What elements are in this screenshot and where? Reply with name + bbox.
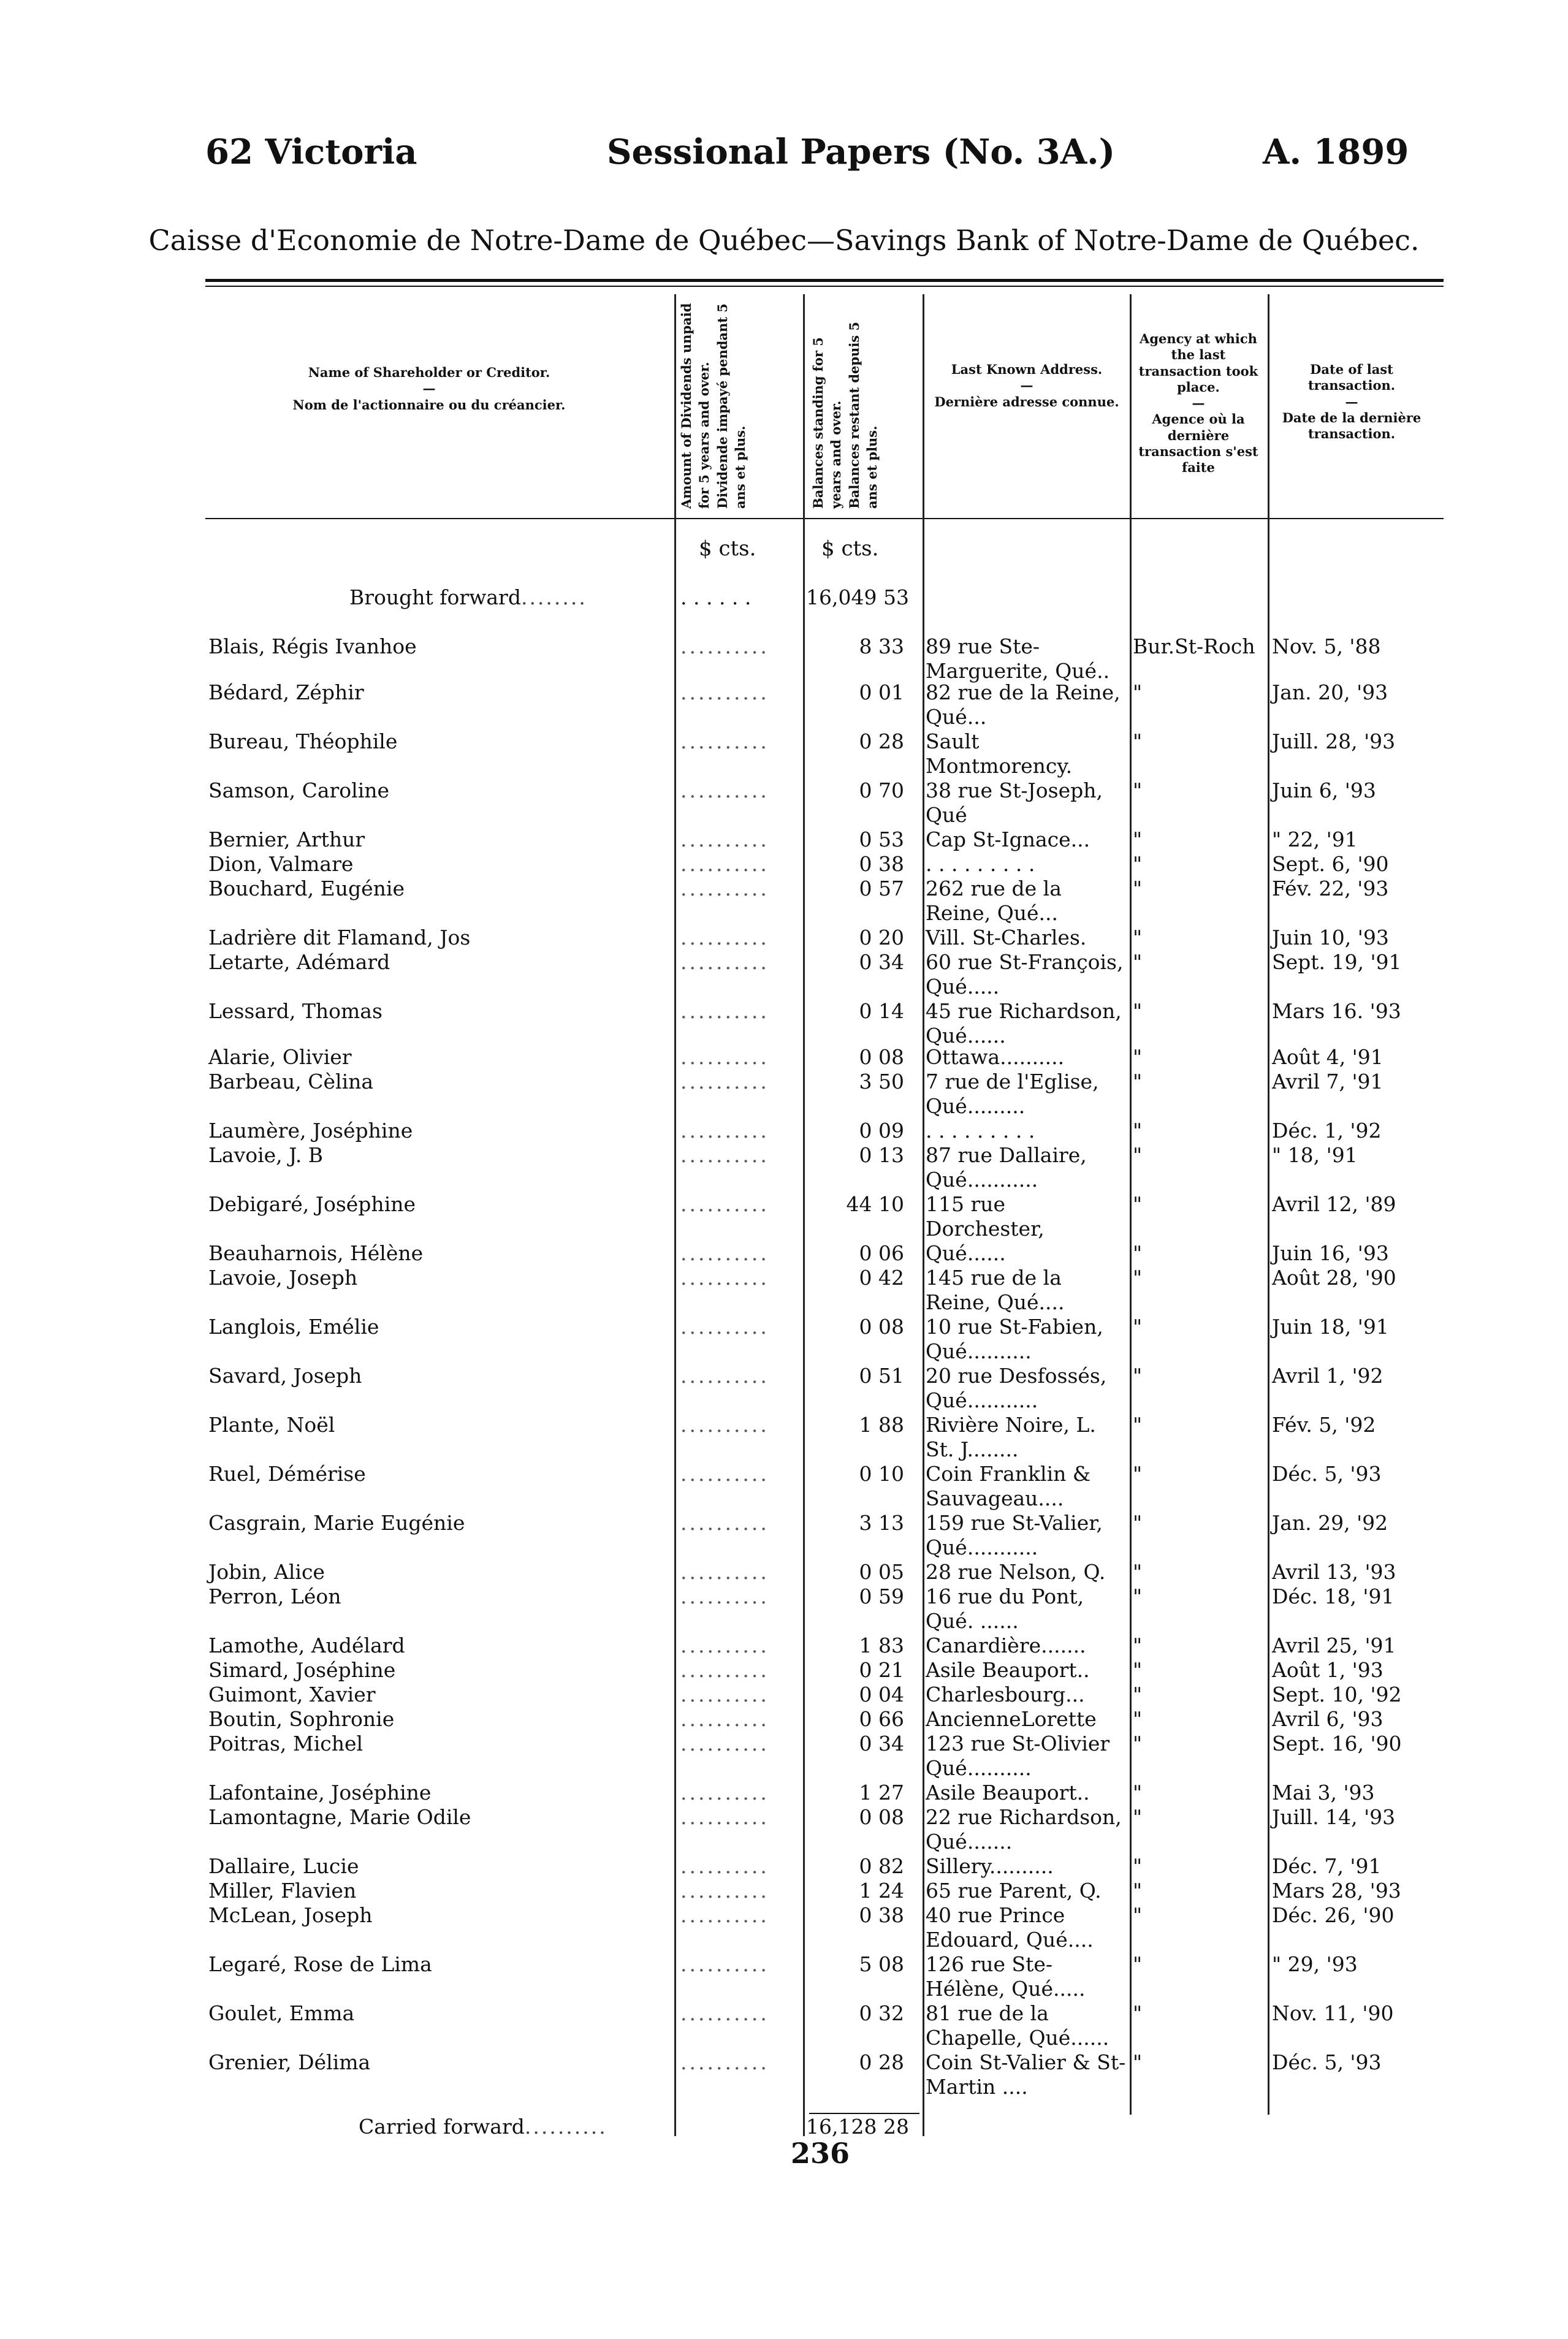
shareholder-name: Ruel, Démérise xyxy=(208,1462,366,1486)
agency-name: " xyxy=(1133,1658,1143,1682)
dividends-empty-cell: .......... xyxy=(680,1241,769,1265)
dividends-empty-cell: .......... xyxy=(680,1781,769,1805)
header-right: A. 1899 xyxy=(1263,132,1409,172)
balance-amount: 0 10 xyxy=(859,1462,904,1486)
carried-forward-label xyxy=(359,2115,607,2139)
column-separator xyxy=(674,294,676,2136)
header-left: 62 Victoria xyxy=(205,132,417,172)
last-known-address: 145 rue de la Reine, Qué.... xyxy=(926,1266,1065,1314)
balance-amount: 0 13 xyxy=(859,1143,904,1167)
dividends-empty-cell: .......... xyxy=(680,1683,769,1706)
dividends-empty-cell: .......... xyxy=(680,1805,769,1829)
dividends-empty-cell: .......... xyxy=(680,1266,769,1290)
agency-name: " xyxy=(1133,1413,1143,1437)
shareholder-name: Simard, Joséphine xyxy=(208,1658,396,1682)
leader-dots: .......... xyxy=(524,2115,607,2139)
last-known-address: Canardière....... xyxy=(926,1633,1086,1657)
shareholder-name: Lessard, Thomas xyxy=(208,999,382,1023)
column-separator xyxy=(923,294,924,2136)
column-header-name-en: Name of Shareholder or Creditor. xyxy=(308,365,550,380)
last-known-address: 20 rue Desfossés, Qué........... xyxy=(926,1364,1107,1412)
agency-name: " xyxy=(1133,1584,1143,1608)
agency-name: " xyxy=(1133,1879,1143,1903)
dividends-empty-cell: .......... xyxy=(680,1511,769,1535)
agency-name: " xyxy=(1133,1732,1143,1755)
agency-name: " xyxy=(1133,2050,1143,2074)
balance-amount: 0 57 xyxy=(859,877,904,900)
dividends-empty-cell: .......... xyxy=(680,1952,769,1976)
transaction-date: Avril 6, '93 xyxy=(1272,1707,1383,1731)
dividends-empty-cell: .......... xyxy=(680,926,769,949)
transaction-date: Avril 13, '93 xyxy=(1272,1560,1396,1584)
units-balances: $ cts. xyxy=(821,536,879,561)
balance-amount: 0 20 xyxy=(859,926,904,949)
column-header-balances-fr: Balances restant depuis 5 ans et plus. xyxy=(846,321,880,509)
total-rule xyxy=(809,2113,919,2114)
column-header-dividends-en: Amount of Dividends unpaid for 5 years and over. xyxy=(679,303,712,509)
balance-amount: 0 32 xyxy=(859,2001,904,2025)
transaction-date: " 18, '91 xyxy=(1272,1143,1358,1167)
dividends-empty-cell: .......... xyxy=(680,999,769,1023)
transaction-date: Juill. 28, '93 xyxy=(1272,729,1396,753)
balance-amount: 0 59 xyxy=(859,1584,904,1608)
agency-name: " xyxy=(1133,1045,1143,1069)
transaction-date: Déc. 1, '92 xyxy=(1272,1119,1382,1143)
dividends-empty-cell: .......... xyxy=(680,1732,769,1755)
dividends-empty-cell: .......... xyxy=(680,1879,769,1903)
balance-amount: 0 34 xyxy=(859,950,904,974)
last-known-address: 89 rue Ste-Marguerite, Qué.. xyxy=(926,634,1110,683)
dividends-empty-cell: .......... xyxy=(680,2050,769,2074)
brought-forward-dividends: . . . . . . xyxy=(680,585,752,609)
transaction-date: Avril 7, '91 xyxy=(1272,1070,1383,1093)
units-dividends: $ cts. xyxy=(699,536,756,561)
shareholder-name: Plante, Noël xyxy=(208,1413,335,1437)
shareholder-name: Guimont, Xavier xyxy=(208,1683,376,1706)
agency-name: " xyxy=(1133,999,1143,1023)
balance-amount: 0 08 xyxy=(859,1315,904,1339)
shareholder-name: Laumère, Joséphine xyxy=(208,1119,413,1143)
top-rule-thin xyxy=(205,286,1444,287)
balance-amount: 0 28 xyxy=(859,2050,904,2074)
transaction-date: Fév. 5, '92 xyxy=(1272,1413,1376,1437)
shareholder-name: Bédard, Zéphir xyxy=(208,680,364,704)
dividends-empty-cell: .......... xyxy=(680,1658,769,1682)
transaction-date: Nov. 11, '90 xyxy=(1272,2001,1394,2025)
balance-amount: 0 14 xyxy=(859,999,904,1023)
dividends-empty-cell: .......... xyxy=(680,680,769,704)
last-known-address: 16 rue du Pont, Qué. ...... xyxy=(926,1584,1084,1633)
balance-amount: 0 09 xyxy=(859,1119,904,1143)
shareholder-name: Goulet, Emma xyxy=(208,2001,355,2025)
last-known-address: . . . . . . . . . xyxy=(926,1119,1035,1143)
transaction-date: Août 4, '91 xyxy=(1272,1045,1383,1069)
shareholder-name: Jobin, Alice xyxy=(208,1560,325,1584)
last-known-address: 40 rue Prince Edouard, Qué.... xyxy=(926,1903,1094,1952)
transaction-date: Juin 18, '91 xyxy=(1272,1315,1389,1339)
dividends-empty-cell: .......... xyxy=(680,1192,769,1216)
agency-name: " xyxy=(1133,1805,1143,1829)
agency-name: " xyxy=(1133,1143,1143,1167)
balance-amount: 0 34 xyxy=(859,1732,904,1755)
transaction-date: Fév. 22, '93 xyxy=(1272,877,1389,900)
header-bottom-rule xyxy=(205,518,1444,519)
last-known-address: Rivière Noire, L. St. J........ xyxy=(926,1413,1096,1461)
dividends-empty-cell: .......... xyxy=(680,1119,769,1143)
balance-amount: 0 08 xyxy=(859,1805,904,1829)
column-header-agency-en: Agency at which the last transaction took place. xyxy=(1138,331,1258,395)
shareholder-name: Letarte, Adémard xyxy=(208,950,390,974)
dividends-empty-cell: .......... xyxy=(680,1070,769,1093)
shareholder-name: Bernier, Arthur xyxy=(208,827,365,851)
balance-amount: 5 08 xyxy=(859,1952,904,1976)
transaction-date: Jan. 29, '92 xyxy=(1272,1511,1388,1535)
last-known-address: 262 rue de la Reine, Qué... xyxy=(926,877,1062,925)
balance-amount: 0 38 xyxy=(859,852,904,876)
transaction-date: Juin 10, '93 xyxy=(1272,926,1389,949)
shareholder-name: Samson, Caroline xyxy=(208,778,390,802)
last-known-address: Asile Beauport.. xyxy=(926,1781,1090,1805)
transaction-date: Déc. 7, '91 xyxy=(1272,1854,1382,1878)
balance-amount: 0 42 xyxy=(859,1266,904,1290)
transaction-date: Avril 1, '92 xyxy=(1272,1364,1383,1388)
column-header-address-en: Last Known Address. xyxy=(951,362,1103,377)
transaction-date: Sept. 16, '90 xyxy=(1272,1732,1402,1755)
balance-amount: 0 28 xyxy=(859,729,904,753)
agency-name: " xyxy=(1133,1070,1143,1093)
last-known-address: 123 rue St-Olivier Qué.......... xyxy=(926,1732,1110,1780)
dividends-empty-cell: .......... xyxy=(680,1903,769,1927)
transaction-date: Avril 25, '91 xyxy=(1272,1633,1396,1657)
shareholder-name: Ladrière dit Flamand, Jos xyxy=(208,926,471,949)
dividends-empty-cell: .......... xyxy=(680,1462,769,1486)
agency-name: " xyxy=(1133,1192,1143,1216)
shareholder-name: Legaré, Rose de Lima xyxy=(208,1952,432,1976)
balance-amount: 3 13 xyxy=(859,1511,904,1535)
last-known-address: AncienneLorette xyxy=(926,1707,1097,1731)
transaction-date: Déc. 18, '91 xyxy=(1272,1584,1395,1608)
carried-forward-balance: 16,128 28 xyxy=(806,2115,909,2139)
transaction-date: Mars 16. '93 xyxy=(1272,999,1401,1023)
transaction-date: Juin 6, '93 xyxy=(1272,778,1376,802)
column-header-dividends xyxy=(677,300,750,509)
dividends-empty-cell: .......... xyxy=(680,2001,769,2025)
balance-amount: 0 21 xyxy=(859,1658,904,1682)
last-known-address: 22 rue Richardson, Qué....... xyxy=(926,1805,1122,1854)
agency-name: " xyxy=(1133,926,1143,949)
transaction-date: Jan. 20, '93 xyxy=(1272,680,1388,704)
last-known-address: . . . . . . . . . xyxy=(926,852,1035,876)
column-header-agency-fr: Agence où la dernière transaction s'est faite xyxy=(1138,411,1258,475)
last-known-address: 159 rue St-Valier, Qué........... xyxy=(926,1511,1103,1559)
agency-name: " xyxy=(1133,1266,1143,1290)
dividends-empty-cell: .......... xyxy=(680,778,769,802)
dividends-empty-cell: .......... xyxy=(680,1584,769,1608)
dividends-empty-cell: .......... xyxy=(680,1364,769,1388)
shareholder-name: Lamothe, Audélard xyxy=(208,1633,405,1657)
balance-amount: 0 70 xyxy=(859,778,904,802)
brought-forward-label xyxy=(349,585,587,610)
balance-amount: 0 66 xyxy=(859,1707,904,1731)
shareholder-name: Perron, Léon xyxy=(208,1584,341,1608)
transaction-date: Sept. 6, '90 xyxy=(1272,852,1389,876)
brought-forward-balance: 16,049 53 xyxy=(806,585,909,609)
last-known-address: 60 rue St-François, Qué..... xyxy=(926,950,1124,998)
shareholder-name: Alarie, Olivier xyxy=(208,1045,352,1069)
balance-amount: 8 33 xyxy=(859,634,904,658)
column-separator xyxy=(1268,294,1269,2115)
shareholder-name: Casgrain, Marie Eugénie xyxy=(208,1511,465,1535)
agency-name: " xyxy=(1133,1119,1143,1143)
transaction-date: Déc. 5, '93 xyxy=(1272,1462,1382,1486)
last-known-address: Coin Franklin & Sauvageau.... xyxy=(926,1462,1091,1510)
shareholder-name: Bouchard, Eugénie xyxy=(208,877,405,900)
balance-amount: 0 06 xyxy=(859,1241,904,1265)
dividends-empty-cell: .......... xyxy=(680,1633,769,1657)
column-header-date-fr: Date de la dernière transaction. xyxy=(1282,409,1421,441)
transaction-date: Août 28, '90 xyxy=(1272,1266,1396,1290)
agency-name: " xyxy=(1133,2001,1143,2025)
shareholder-name: Lafontaine, Joséphine xyxy=(208,1781,432,1805)
last-known-address: 81 rue de la Chapelle, Qué...... xyxy=(926,2001,1109,2050)
dividends-empty-cell: .......... xyxy=(680,827,769,851)
column-header-address xyxy=(932,362,1122,410)
column-header-dash: — xyxy=(422,381,436,397)
balance-amount: 0 38 xyxy=(859,1903,904,1927)
brought-forward-text: Brought forward xyxy=(349,585,521,609)
agency-name: " xyxy=(1133,877,1143,900)
balance-amount: 1 24 xyxy=(859,1879,904,1903)
transaction-date: Mars 28, '93 xyxy=(1272,1879,1401,1903)
dividends-empty-cell: .......... xyxy=(680,1143,769,1167)
dividends-empty-cell: .......... xyxy=(680,1315,769,1339)
last-known-address: Coin St-Valier & St-Martin .... xyxy=(926,2050,1126,2099)
shareholder-name: Beauharnois, Hélène xyxy=(208,1241,424,1265)
agency-name: " xyxy=(1133,1683,1143,1706)
column-header-dash: — xyxy=(1192,395,1205,411)
agency-name: " xyxy=(1133,729,1143,753)
last-known-address: 65 rue Parent, Q. xyxy=(926,1879,1102,1903)
transaction-date: Juill. 14, '93 xyxy=(1272,1805,1396,1829)
last-known-address: 45 rue Richardson, Qué...... xyxy=(926,999,1122,1048)
transaction-date: Avril 12, '89 xyxy=(1272,1192,1396,1216)
balance-amount: 0 82 xyxy=(859,1854,904,1878)
agency-name: " xyxy=(1133,852,1143,876)
transaction-date: " 29, '93 xyxy=(1272,1952,1358,1976)
column-header-date xyxy=(1272,362,1431,442)
dividends-empty-cell: .......... xyxy=(680,1560,769,1584)
agency-name: " xyxy=(1133,1511,1143,1535)
transaction-date: Août 1, '93 xyxy=(1272,1658,1383,1682)
dividends-empty-cell: .......... xyxy=(680,1413,769,1437)
page-number: 236 xyxy=(791,2137,850,2170)
column-header-dividends-fr: Dividende impayé pendant 5 ans et plus. xyxy=(714,303,748,509)
column-separator xyxy=(803,294,805,2136)
column-header-name xyxy=(233,365,625,413)
agency-name: " xyxy=(1133,1315,1143,1339)
balance-amount: 0 08 xyxy=(859,1045,904,1069)
balance-amount: 0 05 xyxy=(859,1560,904,1584)
transaction-date: Sept. 19, '91 xyxy=(1272,950,1402,974)
shareholder-name: Savard, Joseph xyxy=(208,1364,362,1388)
shareholder-name: Boutin, Sophronie xyxy=(208,1707,395,1731)
carried-forward-text: Carried forward xyxy=(359,2115,525,2139)
leader-dots: ........ xyxy=(520,585,587,609)
agency-name: Bur.St-Roch xyxy=(1133,634,1255,658)
transaction-date: Nov. 5, '88 xyxy=(1272,634,1381,658)
last-known-address: 126 rue Ste-Hélène, Qué..... xyxy=(926,1952,1086,2001)
agency-name: " xyxy=(1133,1241,1143,1265)
dividends-empty-cell: .......... xyxy=(680,1854,769,1878)
shareholder-name: Grenier, Délima xyxy=(208,2050,371,2074)
agency-name: " xyxy=(1133,950,1143,974)
last-known-address: Sault Montmorency. xyxy=(926,729,1073,778)
balance-amount: 1 83 xyxy=(859,1633,904,1657)
last-known-address: Asile Beauport.. xyxy=(926,1658,1090,1682)
shareholder-name: Lavoie, Joseph xyxy=(208,1266,358,1290)
dividends-empty-cell: .......... xyxy=(680,852,769,876)
balance-amount: 0 51 xyxy=(859,1364,904,1388)
transaction-date: Mai 3, '93 xyxy=(1272,1781,1375,1805)
transaction-date: " 22, '91 xyxy=(1272,827,1358,851)
agency-name: " xyxy=(1133,1854,1143,1878)
last-known-address: Vill. St-Charles. xyxy=(926,926,1087,949)
last-known-address: 87 rue Dallaire, Qué........... xyxy=(926,1143,1087,1192)
transaction-date: Déc. 5, '93 xyxy=(1272,2050,1382,2074)
column-separator xyxy=(1130,294,1132,2115)
last-known-address: 7 rue de l'Eglise, Qué......... xyxy=(926,1070,1099,1118)
shareholder-name: Lavoie, J. B xyxy=(208,1143,324,1167)
last-known-address: 38 rue St-Joseph, Qué xyxy=(926,778,1103,827)
last-known-address: Sillery.......... xyxy=(926,1854,1054,1878)
transaction-date: Sept. 10, '92 xyxy=(1272,1683,1402,1706)
agency-name: " xyxy=(1133,1364,1143,1388)
agency-name: " xyxy=(1133,778,1143,802)
dividends-empty-cell: .......... xyxy=(680,950,769,974)
last-known-address: 10 rue St-Fabien, Qué.......... xyxy=(926,1315,1103,1363)
balance-amount: 0 53 xyxy=(859,827,904,851)
column-header-agency xyxy=(1131,331,1266,476)
shareholder-name: Lamontagne, Marie Odile xyxy=(208,1805,471,1829)
dividends-empty-cell: .......... xyxy=(680,877,769,900)
balance-amount: 0 01 xyxy=(859,680,904,704)
agency-name: " xyxy=(1133,1781,1143,1805)
column-header-address-fr: Dernière adresse connue. xyxy=(934,394,1119,409)
transaction-date: Déc. 26, '90 xyxy=(1272,1903,1395,1927)
agency-name: " xyxy=(1133,1903,1143,1927)
last-known-address: 82 rue de la Reine, Qué... xyxy=(926,680,1121,729)
column-header-balances xyxy=(809,300,881,509)
dividends-empty-cell: .......... xyxy=(680,634,769,658)
shareholder-name: Dion, Valmare xyxy=(208,852,354,876)
last-known-address: 28 rue Nelson, Q. xyxy=(926,1560,1106,1584)
balance-amount: 44 10 xyxy=(846,1192,904,1216)
agency-name: " xyxy=(1133,827,1143,851)
shareholder-name: Poitras, Michel xyxy=(208,1732,363,1755)
column-header-date-en: Date of last transaction. xyxy=(1307,362,1396,394)
shareholder-name: Bureau, Théophile xyxy=(208,729,398,753)
shareholder-name: Blais, Régis Ivanhoe xyxy=(208,634,417,658)
last-known-address: Cap St-Ignace... xyxy=(926,827,1090,851)
shareholder-name: Dallaire, Lucie xyxy=(208,1854,359,1878)
page-title: Caisse d'Economie de Notre-Dame de Québec—Savings Bank of Notre-Dame de Québec. xyxy=(148,224,1420,257)
shareholder-name: McLean, Joseph xyxy=(208,1903,373,1927)
agency-name: " xyxy=(1133,1462,1143,1486)
shareholder-name: Barbeau, Cèlina xyxy=(208,1070,374,1093)
column-header-dash: — xyxy=(1020,378,1033,394)
agency-name: " xyxy=(1133,1952,1143,1976)
agency-name: " xyxy=(1133,1560,1143,1584)
agency-name: " xyxy=(1133,1633,1143,1657)
transaction-date: Juin 16, '93 xyxy=(1272,1241,1389,1265)
column-header-dash: — xyxy=(1345,394,1358,409)
last-known-address: Ottawa.......... xyxy=(926,1045,1065,1069)
last-known-address: Charlesbourg... xyxy=(926,1683,1085,1706)
dividends-empty-cell: .......... xyxy=(680,1707,769,1731)
top-rule-thick xyxy=(205,279,1444,282)
dividends-empty-cell: .......... xyxy=(680,1045,769,1069)
dividends-empty-cell: .......... xyxy=(680,729,769,753)
agency-name: " xyxy=(1133,680,1143,704)
shareholder-name: Debigaré, Joséphine xyxy=(208,1192,416,1216)
agency-name: " xyxy=(1133,1707,1143,1731)
header-center: Sessional Papers (No. 3A.) xyxy=(607,132,1116,172)
balance-amount: 3 50 xyxy=(859,1070,904,1093)
shareholder-name: Miller, Flavien xyxy=(208,1879,357,1903)
balance-amount: 1 88 xyxy=(859,1413,904,1437)
shareholder-name: Langlois, Emélie xyxy=(208,1315,379,1339)
column-header-balances-en: Balances standing for 5 years and over. xyxy=(810,337,844,509)
balance-amount: 0 04 xyxy=(859,1683,904,1706)
last-known-address: 115 rue Dorchester, Qué...... xyxy=(926,1192,1045,1265)
column-header-name-fr: Nom de l'actionnaire ou du créancier. xyxy=(292,397,566,413)
balance-amount: 1 27 xyxy=(859,1781,904,1805)
